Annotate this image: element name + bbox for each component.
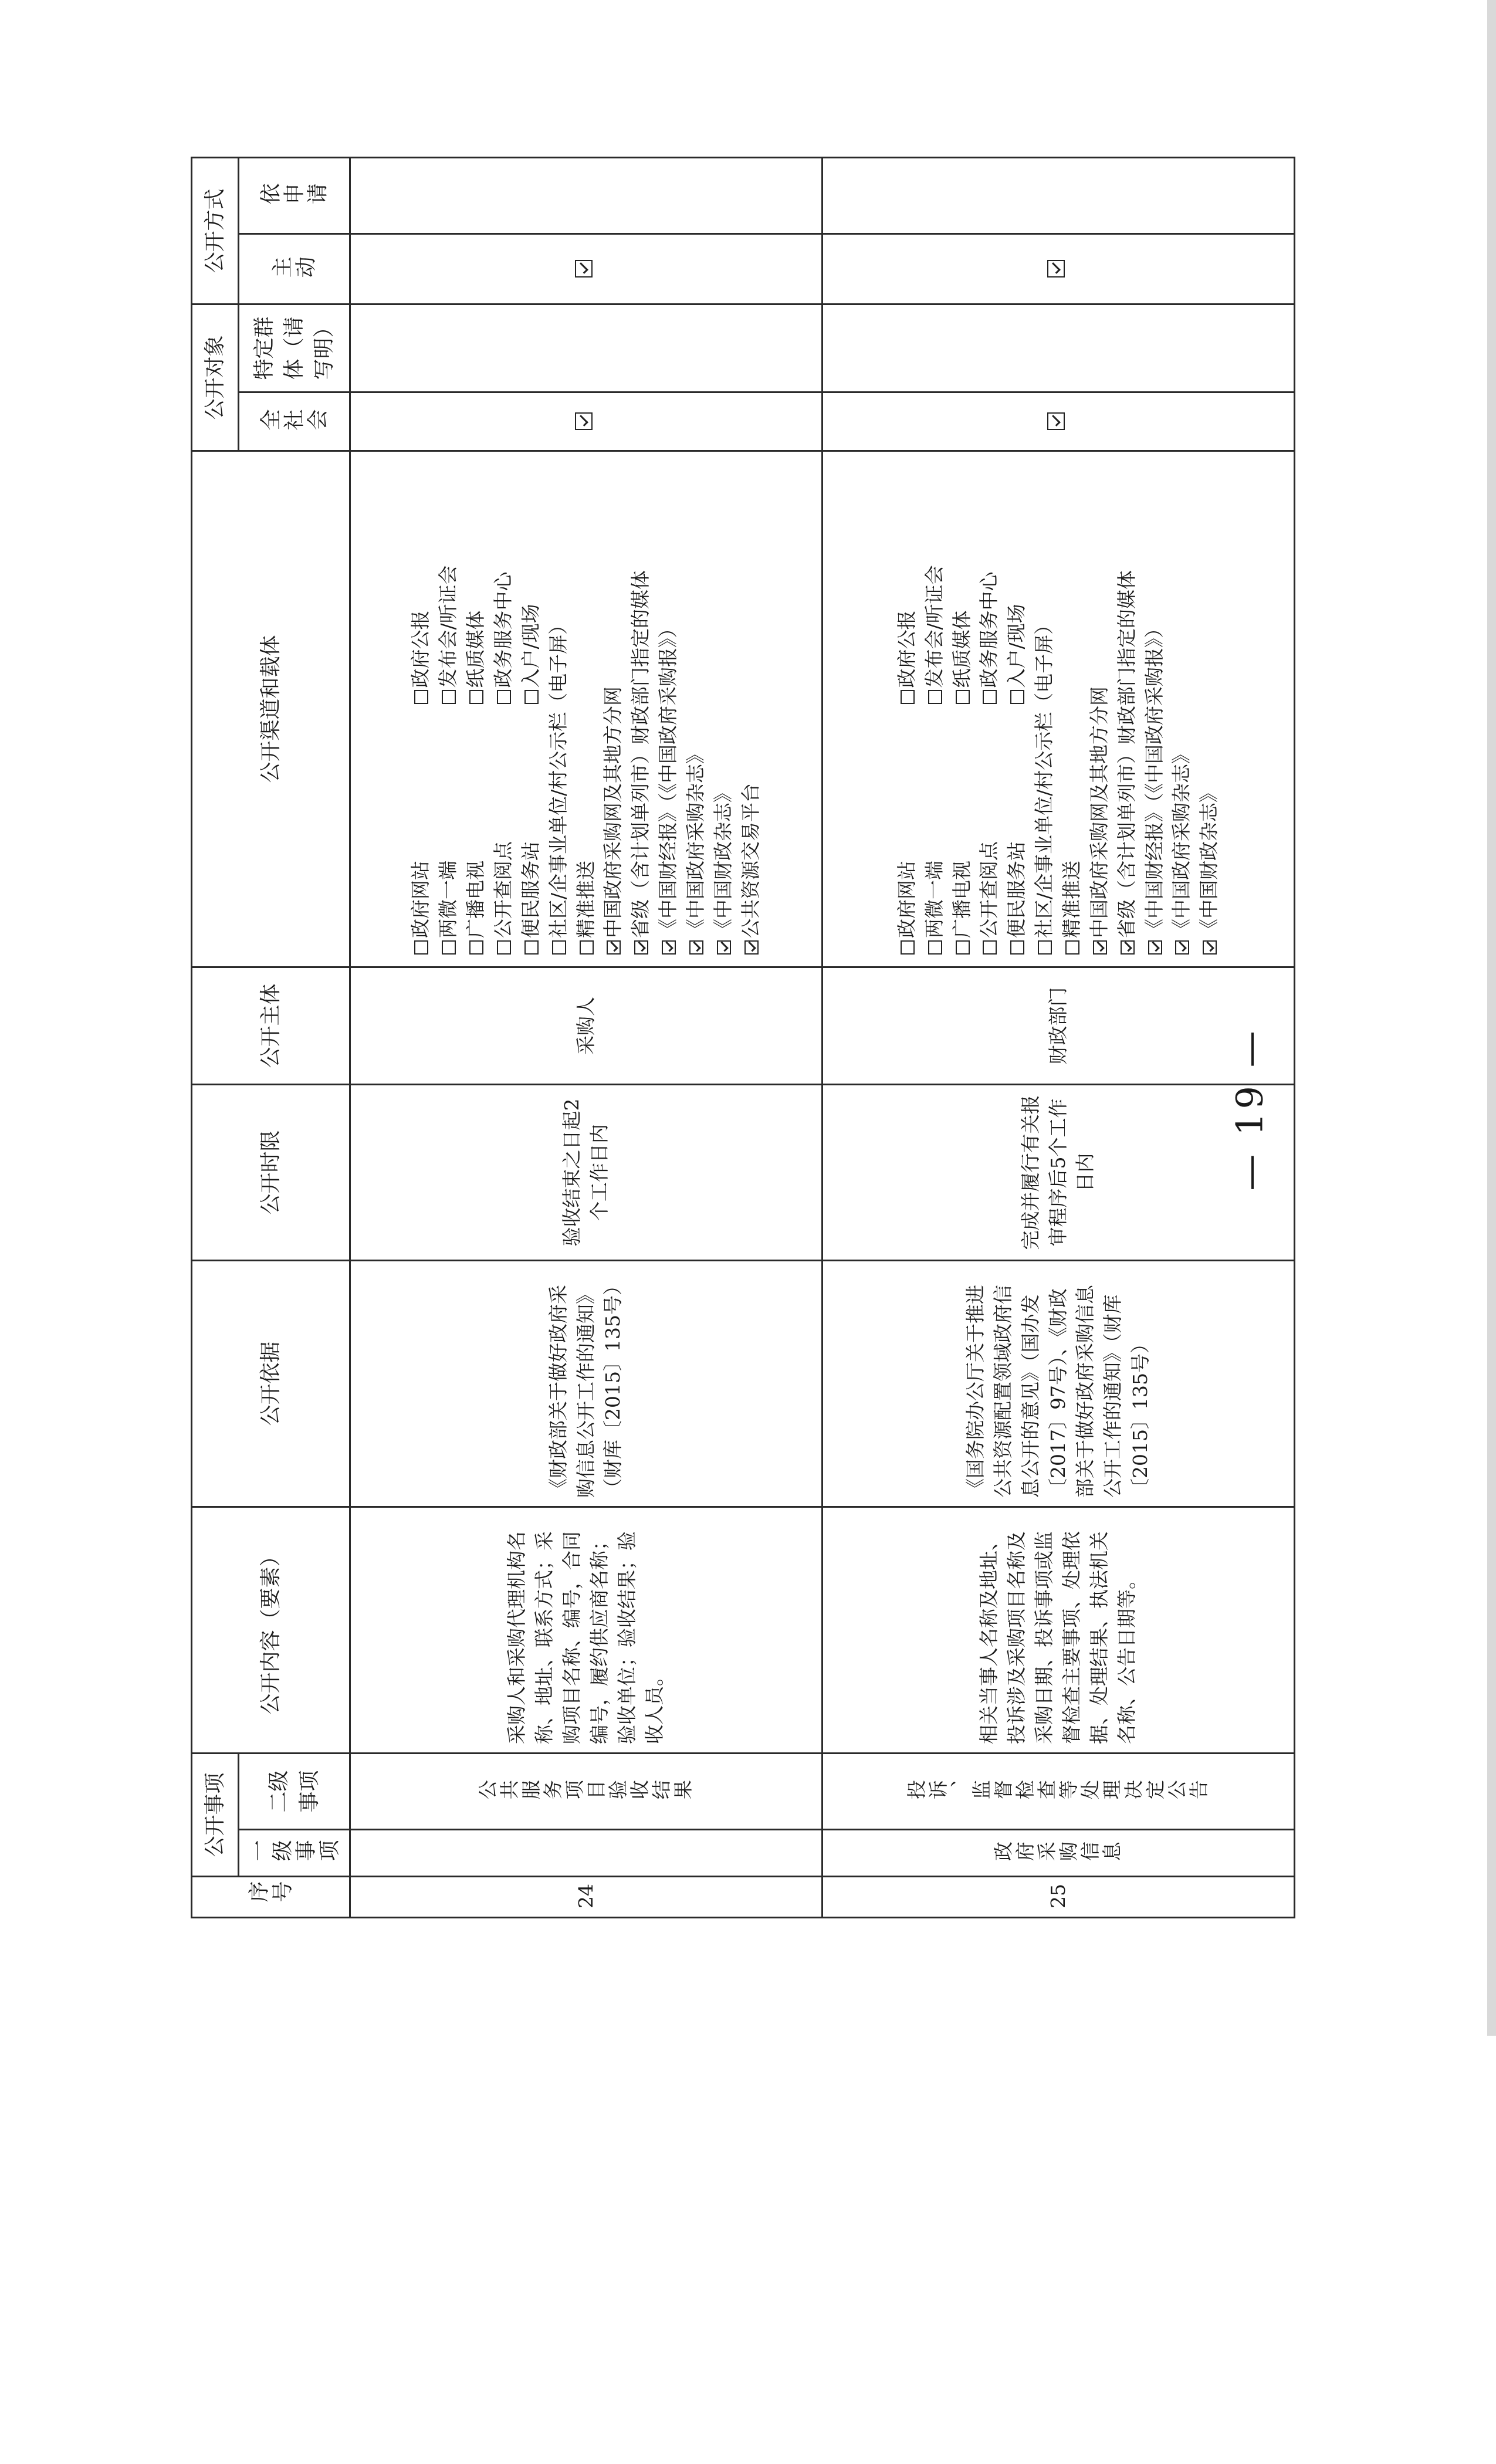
checkbox-icon [497,690,511,704]
checked-box-icon [1093,940,1107,955]
checkbox-icon [580,940,594,955]
header-content: 公开内容（要素） [192,1507,350,1753]
checkbox-icon [497,940,511,955]
row-level2: 公共服务项目验收结果 [350,1753,823,1829]
row-mode-active [823,233,1295,304]
checked-box-icon [1047,260,1065,277]
page-edge [1487,0,1496,2036]
row-subject: 采购人 [350,967,823,1084]
channel-pairs [893,463,1031,955]
channel-option: 中国政府采购网及其地方分网 [1086,463,1113,955]
row-level2: 投诉、监督检查等处理决定公告 [823,1753,1295,1829]
header-target-specific: 特定群体（请写明） [239,304,350,392]
channel-option: 政务服务中心 [490,463,517,705]
checkbox-icon [442,940,456,955]
channel-option: 政府公报 [893,463,921,705]
rotated-page [191,158,1294,1918]
channel-option: 政务服务中心 [976,463,1003,705]
row-content: 采购人和采购代理机构名称、地址、联系方式；采购项目名称、编号，合同编号，履约供应商名称；验收单位；验收结果；验收人员。 [350,1507,823,1753]
checkbox-icon [414,940,428,955]
row-basis: 《财政部关于做好政府采购信息公开工作的通知》（财库〔2015〕135号） [350,1260,823,1507]
checked-box-icon [607,940,621,955]
header-mode: 公开方式 [192,157,239,304]
channel-full-list [1031,463,1223,955]
channel-option: 精准推送 [573,463,600,955]
checked-box-icon [744,940,759,955]
disclosure-table [191,157,1295,1918]
checkbox-icon [1065,940,1079,955]
checkbox-icon [524,690,539,704]
header-target-all: 全社会 [239,392,350,451]
checkbox-icon [1038,940,1052,955]
checked-box-icon [717,940,731,955]
checked-box-icon [575,260,593,277]
header-level1: 一级事项 [239,1830,350,1877]
checked-box-icon [575,412,593,430]
channel-option: 纸质媒体 [949,463,976,705]
row-channel [823,451,1295,967]
checked-box-icon [634,940,648,955]
row-basis: 《国务院办公厅关于推进公共资源配置领域政府信息公开的意见》（国办发〔2017〕97号）、《财政部关于做好政府采购信息公开工作的通知》（财库〔2015〕135号） [823,1260,1295,1507]
channel-option: 两微一端 [921,713,949,955]
channel-option: 便民服务站 [517,713,545,955]
channel-option: 广播电视 [462,713,490,955]
row-mode-request [350,157,823,233]
checkbox-icon [1010,940,1024,955]
header-mode-active: 主动 [239,233,350,304]
checked-box-icon [1148,940,1162,955]
channel-option: 公开查阅点 [976,713,1003,955]
channel-option: 省级（含计划单列市）财政部门指定的媒体 [1113,463,1141,955]
channel-option: 《中国财政杂志》 [1196,463,1223,955]
header-level2: 二级事项 [239,1753,350,1829]
checked-box-icon [1047,412,1065,430]
checkbox-icon [524,940,539,955]
channel-option: 纸质媒体 [462,463,490,705]
checkbox-icon [469,940,483,955]
channel-option: 发布会/听证会 [435,463,462,705]
checkbox-icon [442,690,456,704]
channel-option: 精准推送 [1058,463,1086,955]
channel-option: 广播电视 [949,713,976,955]
checkbox-icon [901,690,915,704]
channel-option: 省级（含计划单列市）财政部门指定的媒体 [627,463,655,955]
channel-pairs [407,463,544,955]
channel-option: 政府网站 [893,713,921,955]
row-target-all [350,392,823,451]
row-target-specific [823,304,1295,392]
checkbox-icon [552,940,566,955]
checked-box-icon [689,940,703,955]
channel-option: 社区/企事业单位/村公示栏（电子屏） [545,463,573,955]
channel-option: 公共资源交易平台 [737,463,765,955]
channel-option: 两微一端 [435,713,462,955]
row-mode-request [823,157,1295,233]
header-row-1 [192,157,239,1917]
row-target-all [823,392,1295,451]
header-item: 公开事项 [192,1753,239,1876]
checked-box-icon [1203,940,1217,955]
row-seq: 25 [823,1877,1295,1918]
channel-option: 中国政府采购网及其地方分网 [600,463,627,955]
header-target: 公开对象 [192,304,239,451]
row-channel [350,451,823,967]
rotated-content [191,158,1294,1918]
channel-option: 政府网站 [407,713,435,955]
header-limit: 公开时限 [192,1084,350,1260]
checkbox-icon [928,690,942,704]
row-seq: 24 [350,1877,823,1918]
channel-option: 发布会/听证会 [921,463,949,705]
checkbox-icon [956,690,970,704]
checkbox-icon [901,940,915,955]
channel-option: 政府公报 [407,463,435,705]
row-subject: 财政部门 [823,967,1295,1084]
row-mode-active [350,233,823,304]
channel-option: 《中国财经报》（《中国政府采购报》） [655,463,682,955]
header-seq: 序号 [192,1877,350,1918]
channel-option: 社区/企事业单位/村公示栏（电子屏） [1031,463,1058,955]
channel-full-list [545,463,765,955]
header-mode-request: 依申请 [239,157,350,233]
channel-option: 入户/现场 [1003,463,1031,705]
row-level1: 政府采购信息 [823,1830,1295,1877]
checkbox-icon [1010,690,1024,704]
checkbox-icon [983,940,997,955]
table-row [823,157,1295,1917]
row-level1 [350,1830,823,1877]
checked-box-icon [1175,940,1189,955]
checkbox-icon [928,940,942,955]
checkbox-icon [956,940,970,955]
page-number: — 19 — [1228,1027,1271,1191]
header-subject: 公开主体 [192,967,350,1084]
channel-option: 《中国财经报》（《中国政府采购报》） [1141,463,1169,955]
checkbox-icon [983,690,997,704]
header-basis: 公开依据 [192,1260,350,1507]
checked-box-icon [662,940,676,955]
checkbox-icon [469,690,483,704]
channel-option: 公开查阅点 [490,713,517,955]
channel-option: 《中国政府采购杂志》 [682,463,710,955]
checked-box-icon [1121,940,1135,955]
channel-option: 入户/现场 [517,463,545,705]
row-target-specific [350,304,823,392]
channel-option: 便民服务站 [1003,713,1031,955]
header-channel: 公开渠道和载体 [192,451,350,967]
row-content: 相关当事人名称及地址、投诉涉及采购项目名称及采购日期、投诉事项或监督检查主要事项、处理依据、处理结果、执法机关名称、公告日期等。 [823,1507,1295,1753]
channel-option: 《中国财政杂志》 [710,463,737,955]
row-limit: 验收结束之日起2个工作日内 [350,1084,823,1260]
checkbox-icon [414,690,428,704]
channel-option: 《中国政府采购杂志》 [1168,463,1196,955]
row-limit: 完成并履行有关报审程序后5个工作日内 [823,1084,1295,1260]
table-row [350,157,823,1917]
